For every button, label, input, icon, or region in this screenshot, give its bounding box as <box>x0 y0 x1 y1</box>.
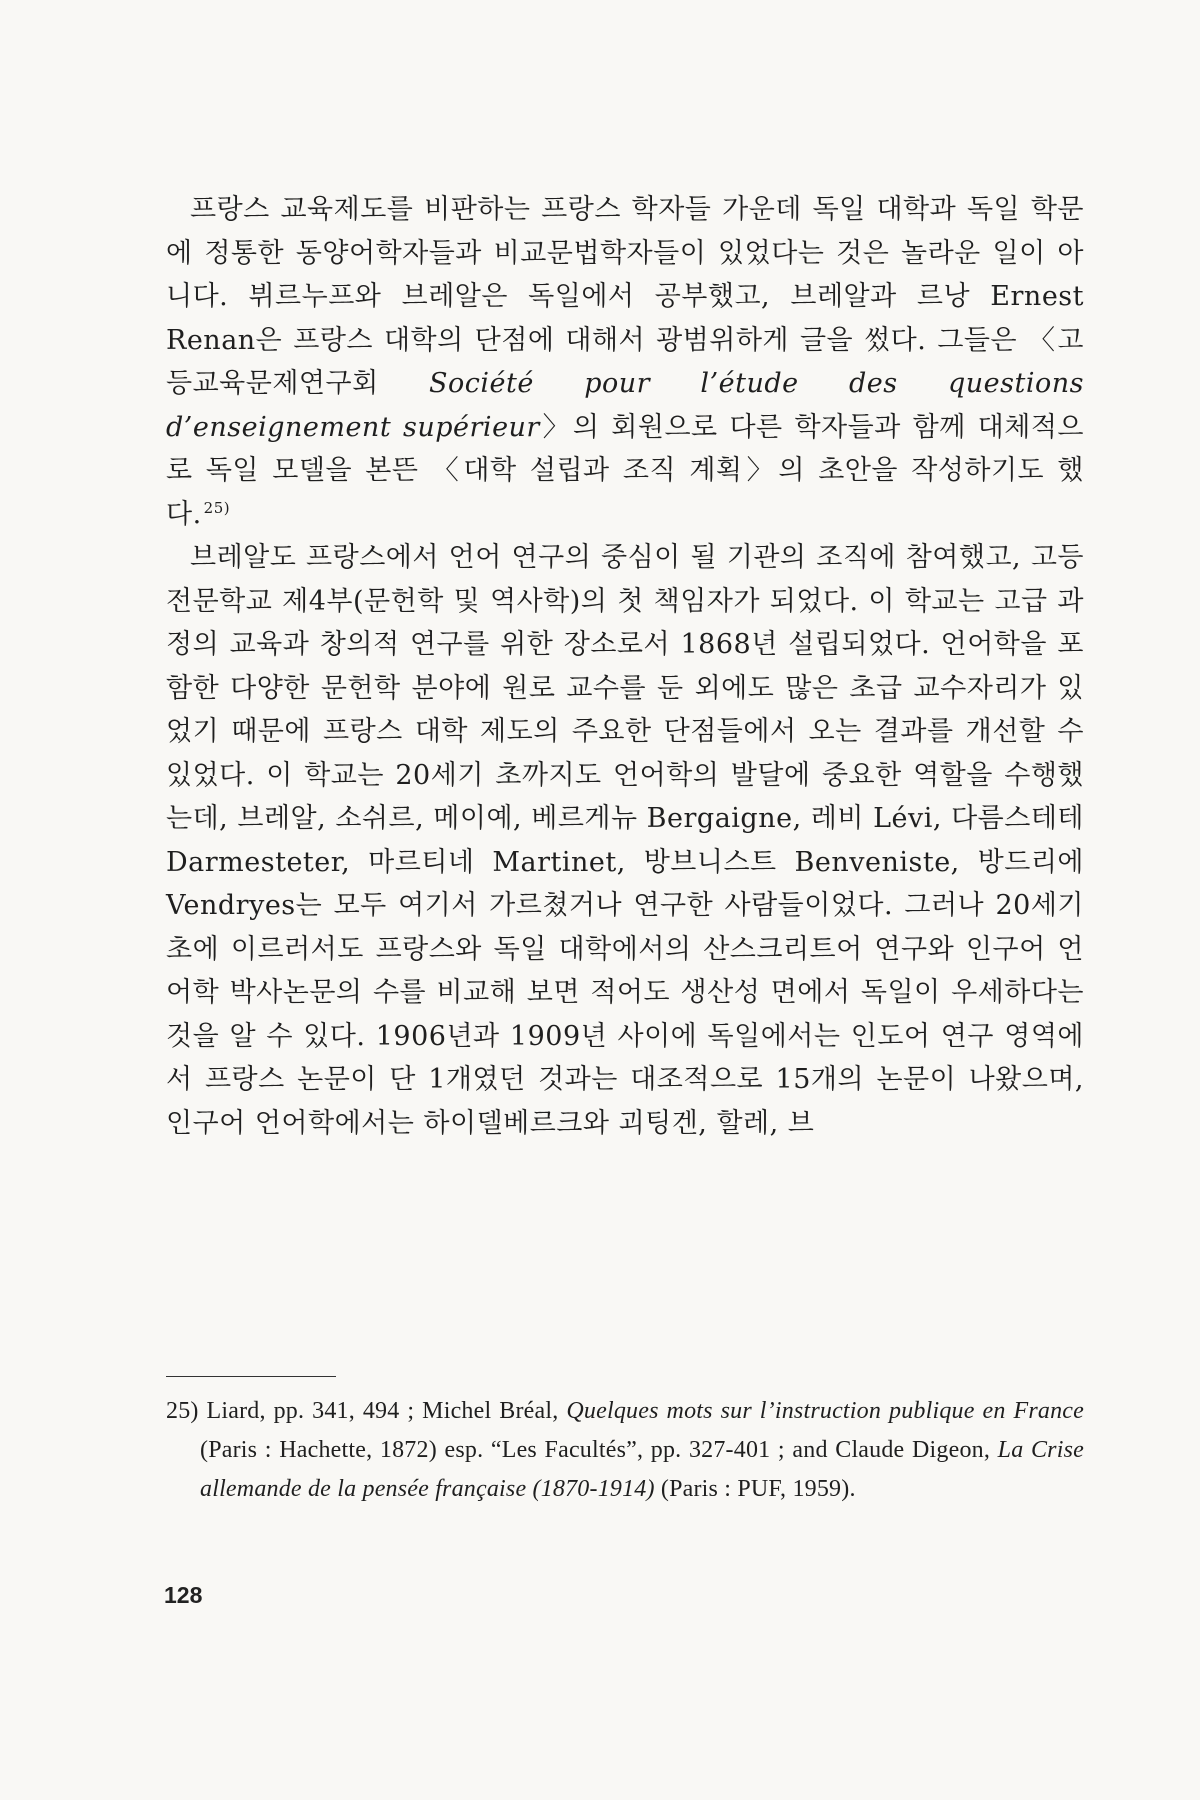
italic-title: Quelques mots sur l’instruction publique en France <box>566 1398 1084 1424</box>
body-text <box>166 188 1084 1145</box>
text-span: (Paris : Hachette, 1872) esp. “Les Facultés”, pp. 327-401 ; and Claude Digeon, <box>200 1437 998 1463</box>
text-span: 프랑스 교육제도를 비판하는 프랑스 학자들 가운데 독일 대학과 독일 학문에 정통한 동양어학자들과 비교문법학자들이 있었다는 것은 놀라운 일이 아니다. 뷔르누프와 브레알은 독일에서 공부했고, 브레알과 르낭 Ernest Renan은 프랑스 대학의 단점에 대해서 광범위하게 글을 썼다. 그들은 〈고등교육문제연구회 <box>166 194 1084 399</box>
footnote-divider <box>166 1376 336 1377</box>
page-number: 128 <box>164 1582 203 1608</box>
italic-title: La Crise allemande de la pensée française (1870-1914) <box>200 1437 1084 1502</box>
paragraph-2 <box>166 536 1084 1145</box>
italic-title: Société pour l’étude des questions d’enseignement supérieur <box>166 368 1084 443</box>
footnote-25 <box>166 1392 1084 1509</box>
text-span: 〉의 회원으로 다른 학자들과 함께 대체적으로 독일 모델을 본뜬 〈대학 설립과 조직 계획〉의 초안을 작성하기도 했다. <box>166 411 1084 530</box>
text-span: (Paris : PUF, 1959). <box>654 1476 856 1502</box>
paragraph-1 <box>166 188 1084 536</box>
footnotes <box>166 1392 1084 1509</box>
footnote-reference[interactable]: 25) <box>203 498 231 517</box>
text-span: 25) Liard, pp. 341, 494 ; Michel Bréal, <box>166 1398 567 1424</box>
text-span: 브레알도 프랑스에서 언어 연구의 중심이 될 기관의 조직에 참여했고, 고등전문학교 제4부(문헌학 및 역사학)의 첫 책임자가 되었다. 이 학교는 고급 과정의 교육과 창의적 연구를 위한 장소로서 1868년 설립되었다. 언어학을 포함한 다양한 문헌학 분야에 원로 교수를 둔 외에도 많은 초급 교수자리가 있었기 때문에 프랑스 대학 제도의 주요한 단점들에서 오는 결과를 개선할 수 있었다. 이 학교는 20세기 초까지도 언어학의 발달에 중요한 역할을 수행했는데, 브레알, 소쉬르, 메이예, 베르게뉴 Bergaigne, 레비 Lévi, 다름스테테 Darmesteter, 마르티네 Martinet, 방브니스트 Benveniste, 방드리에 Vendryes는 모두 여기서 가르쳤거나 연구한 사람들이었다. 그러나 20세기 초에 이르러서도 프랑스와 독일 대학에서의 산스크리트어 연구와 인구어 언어학 박사논문의 수를 비교해 보면 적어도 생산성 면에서 독일이 우세하다는 것을 알 수 있다. 1906년과 1909년 사이에 독일에서는 인도어 연구 영역에서 프랑스 논문이 단 1개였던 것과는 대조적으로 15개의 논문이 나왔으며, 인구어 언어학에서는 하이델베르크와 괴팅겐, 할레, 브 <box>166 542 1084 1139</box>
